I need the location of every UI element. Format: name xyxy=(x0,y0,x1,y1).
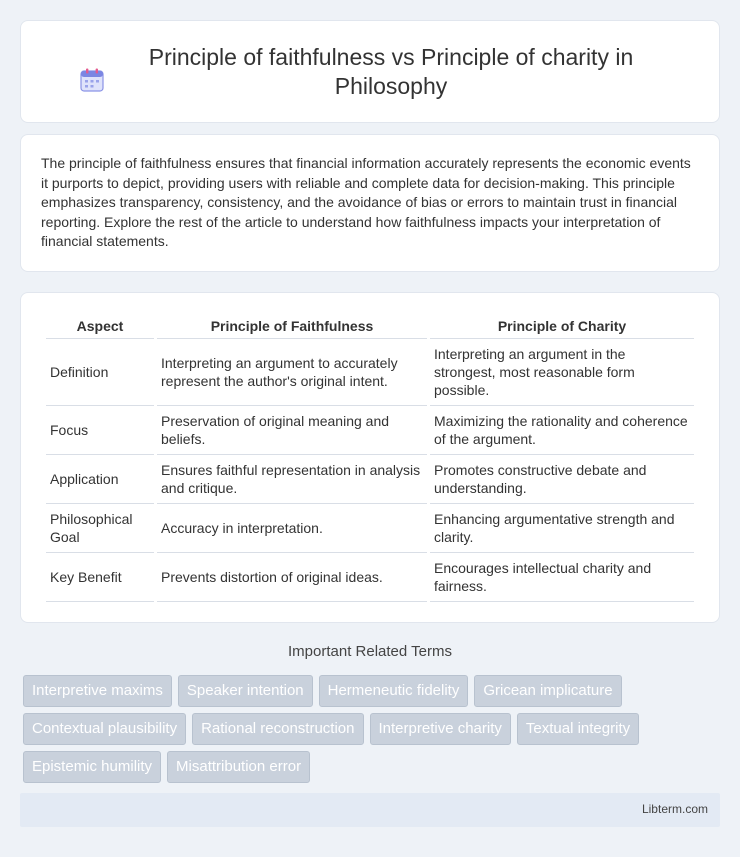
header-faithfulness: Principle of Faithfulness xyxy=(157,315,427,339)
related-term-tag[interactable]: Rational reconstruction xyxy=(192,713,363,745)
title-card xyxy=(20,20,720,123)
cell-charity: Enhancing argumentative strength and clarity. xyxy=(430,504,694,553)
cell-aspect: Application xyxy=(46,455,154,504)
related-term-tag[interactable]: Contextual plausibility xyxy=(23,713,186,745)
table-row xyxy=(46,339,694,406)
table-row xyxy=(46,553,694,602)
title-wrap xyxy=(79,43,661,101)
related-term-tag[interactable]: Misattribution error xyxy=(167,751,310,783)
header-aspect: Aspect xyxy=(46,315,154,339)
cell-charity: Encourages intellectual charity and fairness. xyxy=(430,553,694,602)
related-term-tag[interactable]: Hermeneutic fidelity xyxy=(319,675,469,707)
related-term-tag[interactable]: Textual integrity xyxy=(517,713,639,745)
related-term-tag[interactable]: Interpretive charity xyxy=(370,713,511,745)
related-terms-title: Important Related Terms xyxy=(288,643,452,660)
footer xyxy=(20,793,720,827)
cell-charity: Interpreting an argument in the strongest, most reasonable form possible. xyxy=(430,339,694,406)
cell-faithfulness: Accuracy in interpretation. xyxy=(157,504,427,553)
cell-faithfulness: Ensures faithful representation in analysis and critique. xyxy=(157,455,427,504)
table-row xyxy=(46,455,694,504)
cell-faithfulness: Interpreting an argument to accurately represent the author's original intent. xyxy=(157,339,427,406)
footer-site-link[interactable]: Libterm.com xyxy=(641,802,708,816)
intro-card xyxy=(20,134,720,272)
related-term-tag[interactable]: Interpretive maxims xyxy=(23,675,172,707)
cell-charity: Promotes constructive debate and understanding. xyxy=(430,455,694,504)
page-title: Principle of faithfulness vs Principle of charity in Philosophy xyxy=(148,43,634,99)
intro-paragraph: The principle of faithfulness ensures that financial information accurately represents the economic events it purports to depict, providing users with reliable and complete data for decision-making. This principle emphasizes transparency, consistency, and the avoidance of bias or errors to maintain trust in financial reporting. Explore the rest of the article to understand how faithfulness impacts your interpretation of financial statements. xyxy=(41,155,691,249)
cell-aspect: Focus xyxy=(46,406,154,455)
related-term-tag[interactable]: Gricean implicature xyxy=(474,675,621,707)
cell-faithfulness: Prevents distortion of original ideas. xyxy=(157,553,427,602)
table-row xyxy=(46,406,694,455)
table-row xyxy=(46,504,694,553)
header-charity: Principle of Charity xyxy=(430,315,694,339)
cell-aspect: Philosophical Goal xyxy=(46,504,154,553)
cell-aspect: Definition xyxy=(46,339,154,406)
related-term-tag[interactable]: Speaker intention xyxy=(178,675,313,707)
comparison-table xyxy=(43,315,697,602)
related-term-tag[interactable]: Epistemic humility xyxy=(23,751,161,783)
comparison-card xyxy=(20,292,720,623)
calendar-icon xyxy=(79,67,105,93)
related-terms-list xyxy=(23,675,723,783)
cell-charity: Maximizing the rationality and coherence of the argument. xyxy=(430,406,694,455)
cell-aspect: Key Benefit xyxy=(46,553,154,602)
table-header-row xyxy=(46,315,694,339)
cell-faithfulness: Preservation of original meaning and beliefs. xyxy=(157,406,427,455)
